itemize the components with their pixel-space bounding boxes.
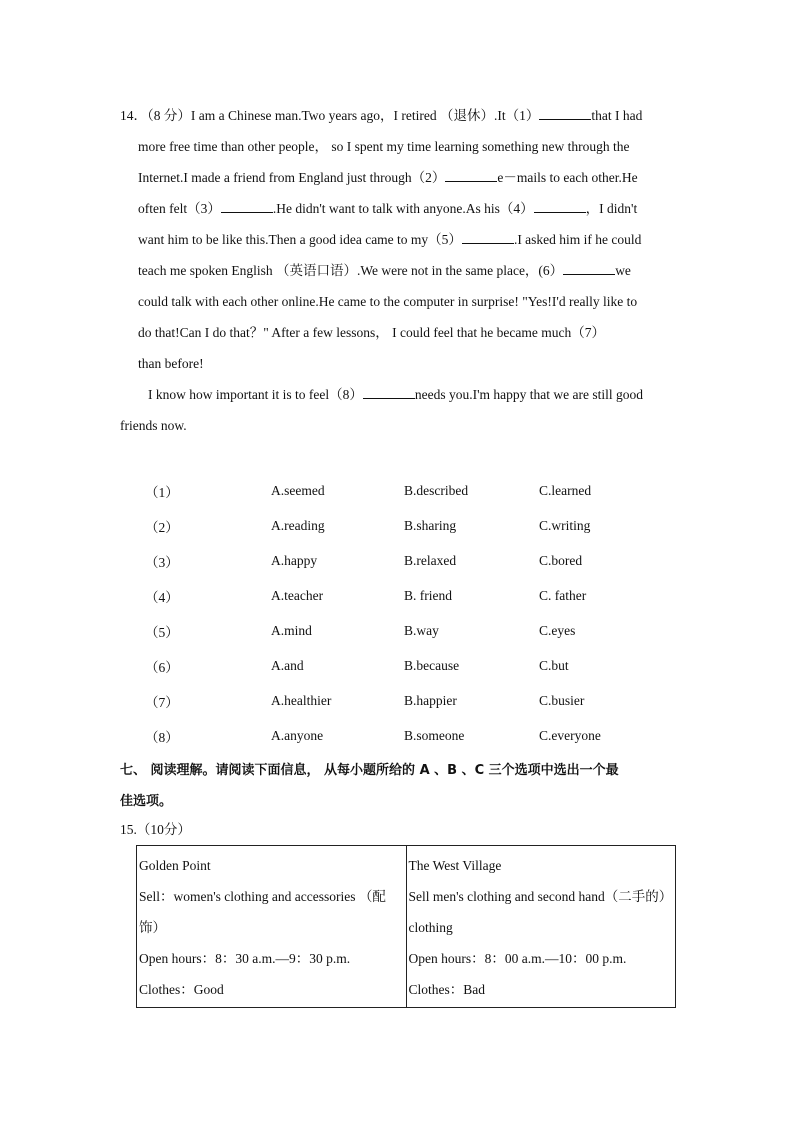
- option-row: [145, 684, 685, 719]
- q14-line-2: more free time than other people， so I spent my time learning something new through the: [138, 139, 630, 154]
- blank-3[interactable]: [221, 200, 273, 213]
- q14-line-8: do that!Can I do that？" After a few lessons， I could feel that he became much（7）: [138, 325, 605, 340]
- answer-options: [145, 473, 685, 754]
- option-number: （1）: [145, 484, 179, 500]
- option-c[interactable]: C.everyone: [539, 728, 601, 744]
- option-c[interactable]: C.bored: [539, 552, 583, 568]
- option-b[interactable]: B. friend: [404, 587, 452, 603]
- option-number: （3）: [145, 554, 179, 570]
- option-c[interactable]: C.eyes: [539, 622, 576, 638]
- option-number: （6）: [145, 660, 179, 676]
- option-row: [145, 648, 685, 683]
- option-row: [145, 543, 685, 578]
- blank-5[interactable]: [462, 231, 514, 244]
- option-c[interactable]: C.but: [539, 658, 569, 674]
- option-b[interactable]: B.sharing: [404, 517, 457, 533]
- shop-sell: Sell men's clothing and second hand（二手的）: [408, 889, 673, 904]
- option-number: （7）: [145, 695, 179, 711]
- shop-golden-point: [137, 846, 407, 1008]
- option-b[interactable]: B.relaxed: [404, 552, 457, 568]
- option-number: （5）: [145, 624, 179, 640]
- option-a[interactable]: A.healthier: [271, 693, 332, 709]
- option-a[interactable]: A.and: [271, 658, 304, 674]
- option-c[interactable]: C.writing: [539, 517, 591, 533]
- question-15-label: 15.（10分）: [120, 822, 191, 837]
- option-number: （8）: [145, 730, 179, 746]
- table-row: [137, 846, 676, 1008]
- question-14: [120, 100, 675, 441]
- shop-sell-cont: clothing: [408, 920, 453, 935]
- q14-line-5: want him to be like this.Then a good idea came to my（5） .I asked him if he could: [138, 232, 642, 247]
- option-row: [145, 719, 685, 754]
- option-row: [145, 578, 685, 613]
- option-number: （2）: [145, 519, 179, 535]
- shop-clothes: Clothes：Good: [139, 982, 224, 997]
- shop-sell-cont: 饰）: [139, 920, 166, 935]
- option-c[interactable]: C.learned: [539, 482, 592, 498]
- section-7-line-1: 七、 阅读理解。请阅读下面信息， 从每小题所给的 A 、B 、C 三个选项中选出一个最: [120, 763, 619, 778]
- option-a[interactable]: A.mind: [271, 622, 312, 638]
- option-c[interactable]: C. father: [539, 587, 587, 603]
- option-b[interactable]: B.someone: [404, 728, 465, 744]
- option-row: [145, 613, 685, 648]
- q14-line-9: than before!: [138, 356, 204, 371]
- option-a[interactable]: A.happy: [271, 552, 318, 568]
- shop-name: The West Village: [408, 858, 502, 873]
- option-a[interactable]: A.anyone: [271, 728, 324, 744]
- shop-name: Golden Point: [139, 858, 211, 873]
- q14-paragraph-2: I know how important it is to feel（8） needs you.I'm happy that we are still good: [148, 387, 643, 402]
- q14-line-3: Internet.I made a friend from England just through（2） e－mails to each other.He: [138, 170, 638, 185]
- blank-2[interactable]: [445, 169, 497, 182]
- option-b[interactable]: B.because: [404, 658, 460, 674]
- blank-8[interactable]: [363, 386, 415, 399]
- shop-clothes: Clothes：Bad: [408, 982, 485, 997]
- option-row: [145, 473, 685, 508]
- option-number: （4）: [145, 589, 179, 605]
- q14-line-1: 14．（8 分）I am a Chinese man.Two years ago，I retired （退休）.It（1） that I had: [120, 108, 643, 123]
- blank-6[interactable]: [563, 262, 615, 275]
- shop-hours: Open hours：8：00 a.m.—10：00 p.m.: [408, 951, 627, 966]
- q14-line-4: often felt（3） .He didn't want to talk with anyone.As his（4） ，I didn't: [138, 201, 638, 216]
- option-a[interactable]: A.reading: [271, 517, 325, 533]
- section-7-line-2: 佳选项。: [120, 794, 173, 809]
- option-b[interactable]: B.happier: [404, 693, 457, 709]
- shop-info-table: [136, 845, 676, 1008]
- q14-line-6: teach me spoken English （英语口语）.We were not in the same place，(6） we: [138, 263, 631, 278]
- option-a[interactable]: A.teacher: [271, 587, 324, 603]
- q14-paragraph-2-end: friends now.: [120, 418, 187, 433]
- option-b[interactable]: B.way: [404, 622, 439, 638]
- section-7-heading: [120, 755, 680, 817]
- blank-4[interactable]: [534, 200, 586, 213]
- shop-sell: Sell：women's clothing and accessories （配: [139, 889, 386, 904]
- option-c[interactable]: C.busier: [539, 693, 585, 709]
- shop-hours: Open hours：8：30 a.m.—9：30 p.m.: [139, 951, 351, 966]
- option-b[interactable]: B.described: [404, 482, 469, 498]
- blank-1[interactable]: [539, 107, 591, 120]
- option-row: [145, 508, 685, 543]
- shop-west-village: [406, 846, 676, 1008]
- q14-line-7: could talk with each other online.He came to the computer in surprise! "Yes!I'd really like to: [138, 294, 638, 309]
- option-a[interactable]: A.seemed: [271, 482, 325, 498]
